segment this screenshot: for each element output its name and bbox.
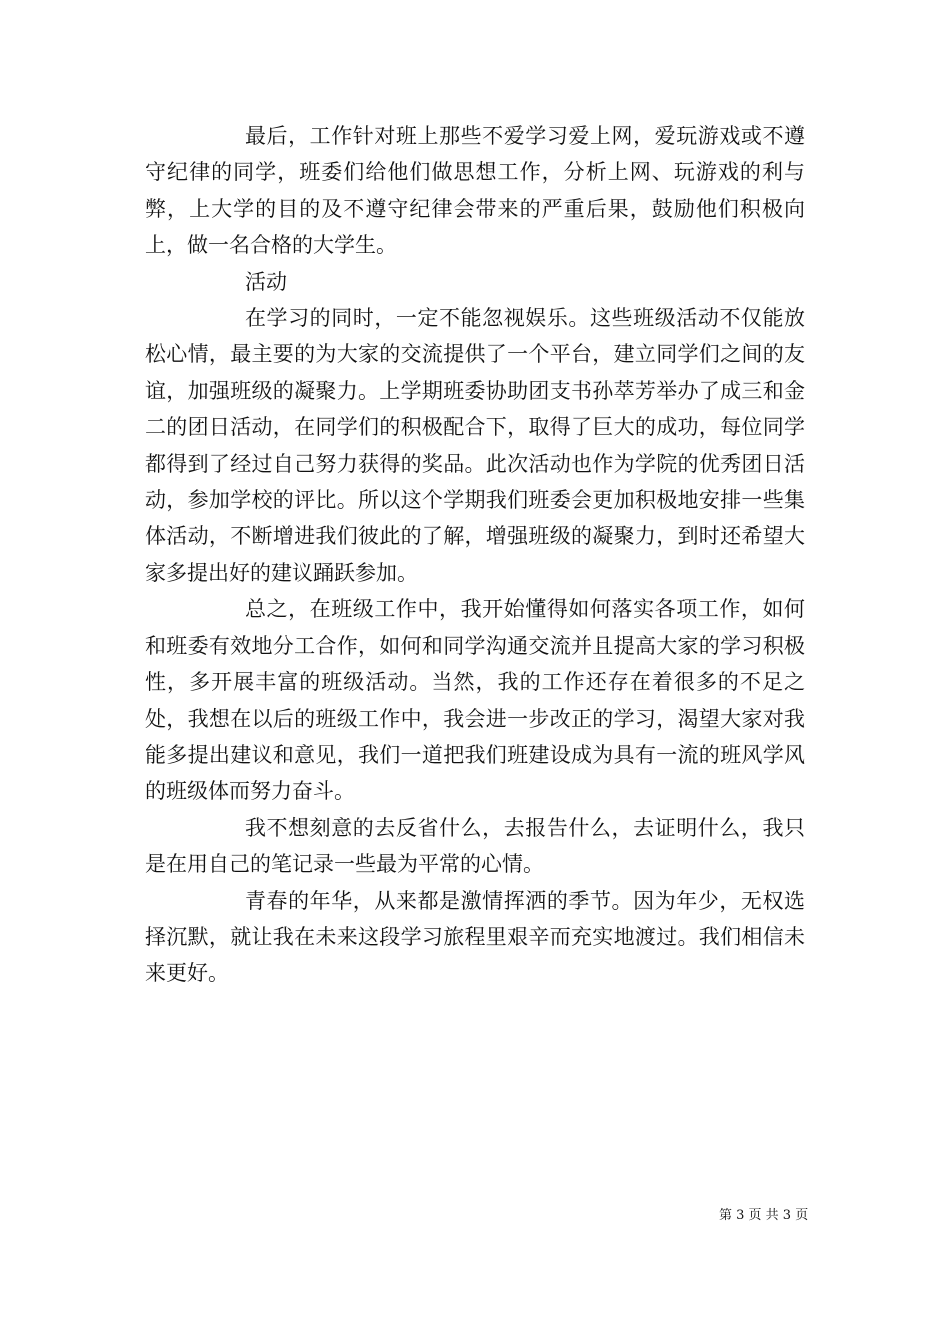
- paragraph-closing: 青春的年华，从来都是激情挥洒的季节。因为年少，无权选择沉默，就让我在未来这段学习旅程里艰辛而充实地渡过。我们相信未来更好。: [145, 888, 805, 986]
- paragraph-reflection: 我不想刻意的去反省什么，去报告什么，去证明什么，我只是在用自己的笔记录一些最为平常的心情。: [145, 815, 805, 877]
- page-number-footer: 第 3 页 共 3 页: [719, 1208, 809, 1223]
- paragraph-summary: 总之，在班级工作中，我开始懂得如何落实各项工作，如何和班委有效地分工合作，如何和同学沟通交流并且提高大家的学习积极性，多开展丰富的班级活动。当然，我的工作还存在着很多的不足之处，我想在以后的班级工作中，我会进一步改正的学习，渴望大家对我能多提出建议和意见，我们一道把我们班建设成为具有一流的班风学风的班级体而努力奋斗。: [145, 597, 805, 804]
- section-heading-activities: 活动: [245, 269, 287, 294]
- paragraph-conclusion-discipline: 最后，工作针对班上那些不爱学习爱上网，爱玩游戏或不遵守纪律的同学，班委们给他们做思想工作，分析上网、玩游戏的利与弊，上大学的目的及不遵守纪律会带来的严重后果，鼓励他们积极向上，做一名合格的大学生。: [145, 124, 805, 258]
- document-body: [145, 118, 805, 992]
- paragraph-activities: 在学习的同时，一定不能忽视娱乐。这些班级活动不仅能放松心情，最主要的为大家的交流提供了一个平台，建立同学们之间的友谊，加强班级的凝聚力。上学期班委协助团支书孙萃芳举办了成三和金二的团日活动，在同学们的积极配合下，取得了巨大的成功，每位同学都得到了经过自己努力获得的奖品。此次活动也作为学院的优秀团日活动，参加学校的评比。所以这个学期我们班委会更加积极地安排一些集体活动，不断增进我们彼此的了解，增强班级的凝聚力，到时还希望大家多提出好的建议踊跃参加。: [145, 306, 805, 585]
